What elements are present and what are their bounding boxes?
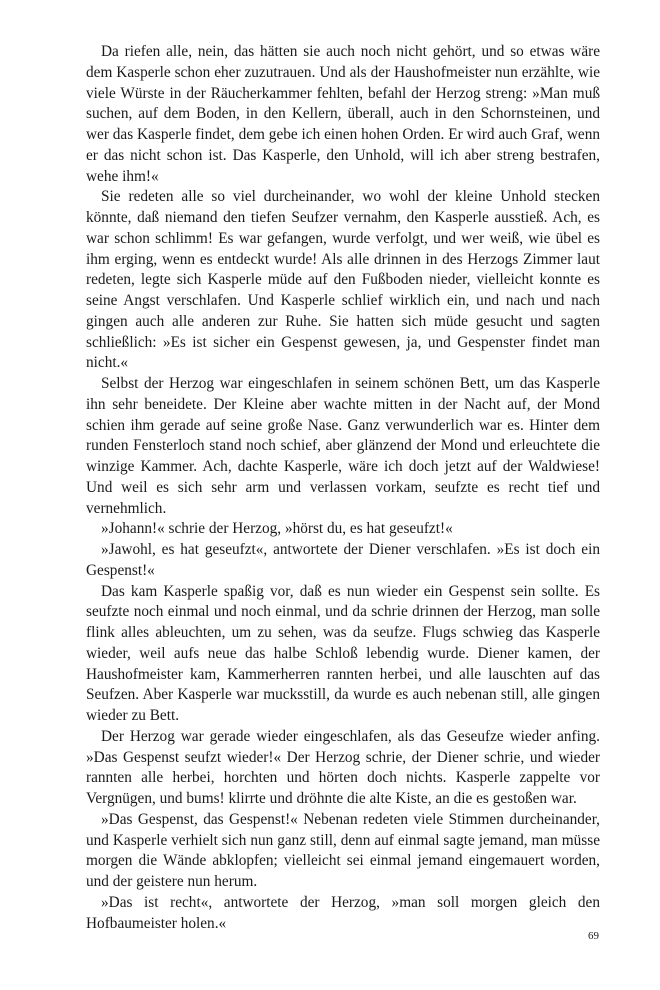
paragraph-2: Sie redeten alle so viel durcheinander, wo wohl der kleine Unhold stecken könnte, daß niemand den tiefen Seufzer vernahm, den Kasperle ausstieß. Ach, es war schon schlimm! Es war gefangen, wurde verfolgt, und wer weiß, wie übel es ihm erging, wenn es entdeckt wurde! Als alle drinnen in des Herzogs Zimmer laut redeten, legte sich Kasperle müde auf den Fußboden nieder, vielleicht konnte es seine Angst verschlafen. Und Kasperle schlief wirklich ein, und nach und nach gingen auch alle anderen zur Ruhe. Sie hatten sich müde gesucht und sagten schließlich: »Es ist sicher ein Gespenst gewesen, ja, und Gespenster findet man nicht.« xyxy=(86,188,600,372)
page-number: 69 xyxy=(588,930,599,942)
paragraph-6: Das kam Kasperle spaßig vor, daß es nun wieder ein Gespenst sein sollte. Es seufzte noch einmal und noch einmal, und da schrie drinnen der Herzog, man solle flink alles ableuchten, um zu sehen, was da seufze. Flugs schwieg das Kasperle wieder, weil aufs neue das halbe Schloß lebendig wurde. Diener kamen, der Haushofmeister kam, Kammerherren rannten herbei, und alle lauschten auf das Seufzen. Aber Kasperle war mucksstill, da wurde es auch nebenan still, alle gingen wieder zu Bett. xyxy=(86,582,600,724)
paragraph-5: »Jawohl, es hat geseufzt«, antwortete der Diener verschlafen. »Es ist doch ein Gespenst!« xyxy=(86,541,600,579)
paragraph-9: »Das ist recht«, antwortete der Herzog, »man soll morgen gleich den Hofbaumeister holen.« xyxy=(86,893,600,932)
paragraph-3: Selbst der Herzog war eingeschlafen in seinem schönen Bett, um das Kasperle ihn sehr beneidete. Der Kleine aber wachte mitten in der Nacht auf, der Mond schien ihm gerade auf seine große Nase. Ganz verwunderlich war es. Hinter dem runden Fensterloch stand noch schief, aber glänzend der Mond und erleuchtete die winzige Kammer. Ach, dachte Kasperle, wäre ich doch jetzt auf der Waldwiese! Und weil es sich sehr arm und verlassen vorkam, seufzte es recht tief und vernehmlich. xyxy=(86,375,600,517)
book-page-text xyxy=(86,42,600,934)
paragraph-7: Der Herzog war gerade wieder eingeschlafen, als das Geseufze wieder anfing. »Das Gespenst seufzt wieder!« Der Herzog schrie, der Diener schrie, und wieder rannten alle herbei, horchten und hörten doch nichts. Kasperle zappelte vor Vergnügen, und bums! klirrte und dröhnte die alte Kiste, an die es gestoßen war. xyxy=(86,727,600,807)
paragraph-1: Da riefen alle, nein, das hätten sie auch noch nicht gehört, und so etwas wäre dem Kasperle schon eher zuzutrauen. Und als der Haushofmeister nun erzählte, wie viele Würste in der Räucherkammer fehlten, befahl der Herzog streng: »Man muß suchen, auf dem Boden, in den Kellern, überall, auch in den Schornsteinen, und wer das Kasperle findet, dem gebe ich einen hohen Orden. Er wird auch Graf, wenn er das nicht schon ist. Das Kasperle, den Unhold, will ich aber streng bestrafen, wehe ihm!« xyxy=(86,43,600,185)
paragraph-8: »Das Gespenst, das Gespenst!« Nebenan redeten viele Stimmen durcheinander, und Kasperle verhielt sich nun ganz still, denn auf einmal sagte jemand, man müsse morgen die Wände abklopfen; vielleicht sei einmal jemand eingemauert worden, und der geistere nun herum. xyxy=(86,810,600,890)
paragraph-4: »Johann!« schrie der Herzog, »hörst du, es hat geseufzt!« xyxy=(101,520,453,538)
